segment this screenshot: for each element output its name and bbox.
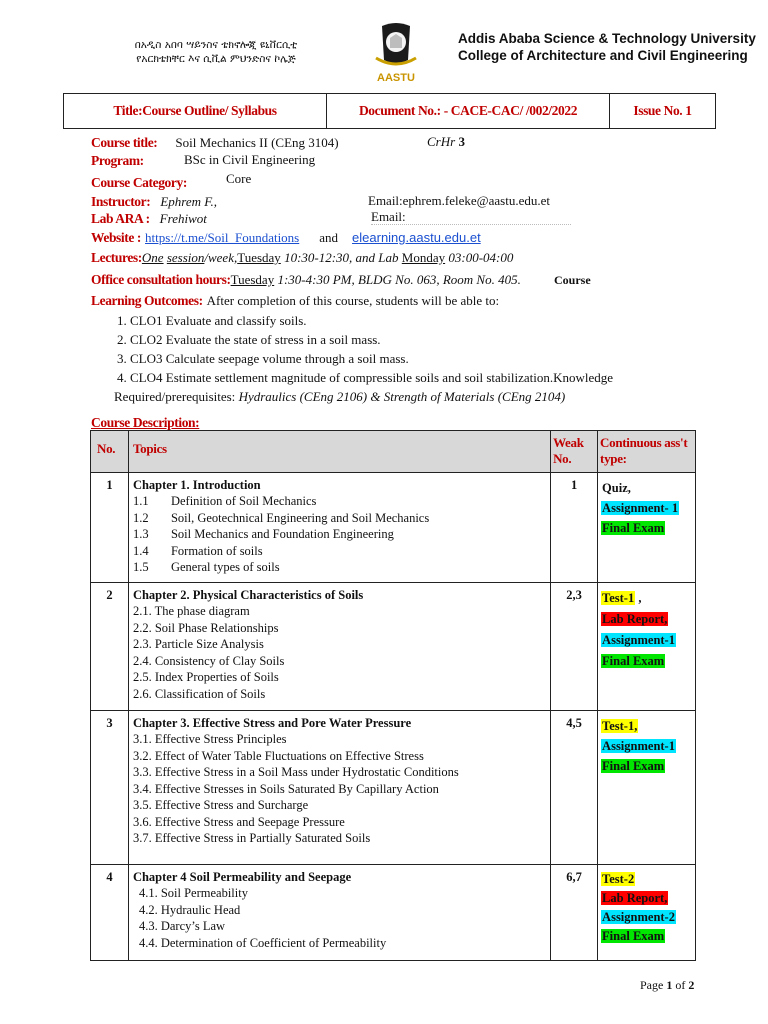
chapter-title: Chapter 3. Effective Stress and Pore Water Pressure — [132, 716, 412, 730]
category-value: Core — [226, 171, 252, 186]
lectures-one: One — [141, 250, 164, 265]
assessment-quiz: Quiz, — [602, 481, 631, 495]
chapter-title: Chapter 1. Introduction — [132, 478, 261, 492]
elearning-link[interactable]: elearning.aastu.edu.et — [352, 230, 481, 245]
week-number: 2,3 — [551, 583, 598, 711]
amharic-line-1: በአዲስ አበባ ሣይንስና ቴክኖሎጂ ዩኒቨርሲቲ — [134, 39, 298, 51]
credit-hours — [427, 134, 465, 150]
row-topics — [128, 473, 550, 583]
clo-item: 1. CLO1 Evaluate and classify soils. — [117, 313, 307, 328]
topic-item: 2.4. Consistency of Clay Soils — [132, 653, 285, 668]
header-week: Weak No. — [551, 431, 598, 473]
course-title-row — [91, 134, 339, 152]
topic-item: 1.4 Formation of soils — [132, 543, 263, 558]
topic-item: 3.7. Effective Stress in Partially Saturated Soils — [132, 831, 371, 845]
page-word: Page — [640, 978, 664, 992]
university-header — [458, 30, 756, 64]
aastu-logo — [360, 18, 432, 88]
clo-item: 3. CLO3 Calculate seepage volume through a soil mass. — [117, 351, 409, 366]
assessment-final-exam: Final Exam — [602, 759, 665, 773]
header-topics: Topics — [128, 431, 550, 473]
topic-item: 2.1. The phase diagram — [132, 604, 250, 618]
lectures-lab-time: 03:00-04:00 — [448, 250, 514, 265]
assessment-test: Test-2 — [602, 872, 635, 886]
table-row — [91, 865, 696, 961]
topic-item: 2.5. Index Properties of Soils — [132, 670, 279, 684]
learning-outcomes-row — [91, 292, 499, 310]
course-topics-table — [90, 430, 696, 961]
topic-item: 1.5 General types of soils — [132, 560, 280, 574]
topic-item: 2.2. Soil Phase Relationships — [132, 620, 279, 635]
prerequisites-label: Required/prerequisites: — [114, 389, 236, 404]
topic-item: 3.6. Effective Stress and Seepage Pressure — [132, 814, 345, 829]
assessment-final-exam: Final Exam — [602, 654, 665, 668]
topic-item: 2.3. Particle Size Analysis — [132, 637, 264, 651]
course-outline-title: Title:Course Outline/ Syllabus — [64, 94, 327, 128]
website-and: and — [319, 230, 339, 245]
assessment-assignment: Assignment-1 — [602, 633, 675, 647]
clo-item: 4. CLO4 Estimate settlement magnitude of compressible soils and soil stabilization.Knowledge — [117, 370, 614, 385]
chapter-title: Chapter 2. Physical Characteristics of Soils — [132, 588, 364, 602]
instructor-email[interactable]: Email:ephrem.feleke@aastu.edu.et — [368, 193, 550, 208]
assessment-test: Test-1 — [602, 591, 635, 605]
row-number: 3 — [91, 711, 129, 865]
amharic-line-2: የአርክቴክቸር እና ሲቪል ምህንድስና ኮሌጅ — [136, 53, 296, 65]
table-header-row — [91, 431, 696, 473]
lectures-row — [91, 250, 513, 266]
of-word: of — [675, 978, 686, 992]
office-hours-label: Office consultation hours: — [91, 272, 231, 287]
header-assessment: Continuous ass't type: — [598, 431, 696, 473]
assessment-lab-report: Lab Report, — [602, 612, 668, 626]
topic-item: 1.2 Soil, Geotechnical Engineering and Soil Mechanics — [132, 510, 430, 525]
topic-item: 1.1 Definition of Soil Mechanics — [132, 494, 317, 508]
course-title-value: Soil Mechanics II (CEng 3104) — [175, 135, 339, 150]
course-description-label: Course Description: — [91, 415, 200, 430]
week-number: 4,5 — [551, 711, 598, 865]
instructor-row — [91, 193, 217, 211]
lab-ara-name: Frehiwot — [159, 211, 207, 226]
assessment-cell — [598, 473, 696, 583]
topic-item: 4.4. Determination of Coefficient of Permeability — [138, 935, 387, 950]
topic-item: 3.3. Effective Stress in a Soil Mass under Hydrostatic Conditions — [132, 765, 459, 779]
total-pages: 2 — [688, 978, 695, 992]
assessment-cell — [598, 865, 696, 961]
table-row — [91, 711, 696, 865]
program-label: Program: — [91, 153, 144, 168]
crhr-value: 3 — [458, 134, 465, 149]
topic-item: 3.4. Effective Stresses in Soils Saturated By Capillary Action — [132, 781, 439, 796]
learning-outcomes-intro: After completion of this course, students will be able to: — [206, 293, 500, 308]
lectures-week: /week, — [204, 250, 238, 265]
lectures-session: session — [166, 250, 205, 265]
university-name: Addis Ababa Science & Technology University — [458, 31, 756, 46]
row-number: 4 — [91, 865, 129, 961]
assessment-final-exam: Final Exam — [602, 929, 665, 943]
week-number: 1 — [551, 473, 598, 583]
row-topics — [128, 865, 550, 961]
table-row — [91, 583, 696, 711]
office-tuesday: Tuesday — [230, 272, 275, 287]
prerequisites-value: Hydraulics (CEng 2106) & Strength of Materials (CEng 2104) — [238, 389, 566, 404]
office-time: 1:30-4:30 PM, BLDG No. 063, Room No. 405. — [277, 272, 521, 287]
website-label: Website : — [91, 230, 142, 245]
assessment-assignment: Assignment-1 — [602, 739, 675, 753]
topic-item: 3.1. Effective Stress Principles — [132, 732, 287, 746]
clo-item: 2. CLO2 Evaluate the state of stress in a soil mass. — [117, 332, 381, 347]
lectures-time: 10:30-12:30, and Lab — [284, 250, 399, 265]
prerequisites-row — [114, 389, 565, 405]
lab-ara-label: Lab ARA : — [91, 211, 150, 226]
topic-item: 1.3 Soil Mechanics and Foundation Engineering — [132, 527, 394, 541]
assessment-cell: Test-1 , Lab Report, Assignment-1 Final Exam — [598, 583, 696, 711]
instructor-label: Instructor: — [91, 194, 151, 209]
lab-email: Email: — [371, 209, 571, 225]
assessment-assignment: Assignment- 1 — [602, 501, 679, 515]
topic-item: 4.2. Hydraulic Head — [138, 902, 241, 917]
row-number: 1 — [91, 473, 129, 583]
assessment-test: Test-1, — [602, 719, 638, 733]
learning-outcomes-label: Learning Outcomes: — [91, 293, 203, 308]
chapter-title: Chapter 4 Soil Permeability and Seepage — [132, 870, 352, 884]
topic-item: 2.6. Classification of Soils — [132, 686, 266, 701]
telegram-link[interactable]: https://t.me/Soil_Foundations — [145, 230, 300, 245]
lectures-label: Lectures: — [91, 250, 142, 265]
row-topics — [128, 711, 550, 865]
week-number: 6,7 — [551, 865, 598, 961]
topic-item: 4.1. Soil Permeability — [138, 886, 248, 900]
lab-ara-row — [91, 210, 207, 228]
svg-text:AASTU: AASTU — [377, 72, 415, 84]
lectures-monday: Monday — [401, 250, 446, 265]
course-title-label: Course title: — [91, 135, 158, 150]
document-title-bar — [63, 93, 716, 129]
website-row — [91, 229, 481, 247]
office-hours-row — [91, 272, 521, 288]
current-page: 1 — [666, 978, 673, 992]
category-label: Course Category: — [91, 175, 187, 190]
page-number — [640, 978, 694, 993]
header-no: No. — [91, 431, 129, 473]
document-number: Document No.: - CACE-CAC/ /002/2022 — [327, 94, 610, 128]
row-topics — [128, 583, 550, 711]
office-course-word: Course — [554, 273, 591, 287]
row-number: 2 — [91, 583, 129, 711]
lectures-tuesday: Tuesday — [237, 250, 281, 265]
assessment-assignment: Assignment-2 — [602, 910, 675, 924]
program-value: BSc in Civil Engineering — [184, 152, 316, 167]
issue-number: Issue No. 1 — [633, 103, 692, 118]
topic-item: 3.2. Effect of Water Table Fluctuations on Effective Stress — [132, 748, 424, 763]
assessment-cell — [598, 711, 696, 865]
amharic-header — [96, 38, 336, 66]
instructor-name: Ephrem F., — [160, 194, 218, 209]
table-row — [91, 473, 696, 583]
college-name: College of Architecture and Civil Engineering — [458, 48, 748, 63]
assessment-final-exam: Final Exam — [602, 521, 665, 535]
assessment-lab-report: Lab Report, — [602, 891, 668, 905]
topic-item: 3.5. Effective Stress and Surcharge — [132, 798, 309, 812]
crhr-label: CrHr — [427, 134, 456, 149]
topic-item: 4.3. Darcy’s Law — [138, 919, 226, 933]
